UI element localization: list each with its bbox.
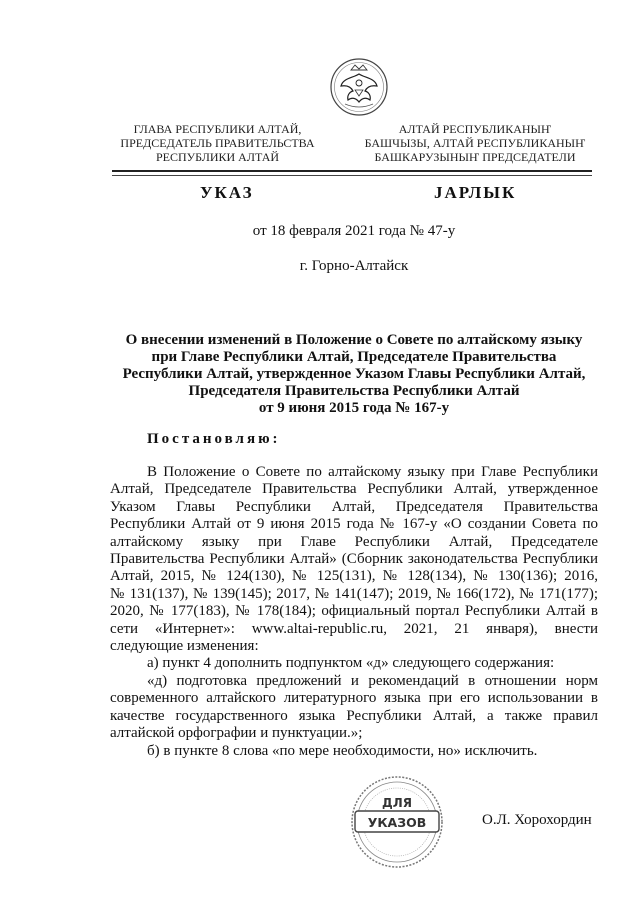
signer-name: О.Л. Хорохордин xyxy=(482,812,592,828)
body-line: В Положение о Совете по алтайскому языку при Главе Республики xyxy=(147,464,598,480)
header-divider-thick xyxy=(112,170,592,172)
doc-type-russian: УКАЗ xyxy=(200,183,254,202)
header-left-block xyxy=(110,122,325,164)
date-number-line: от 18 февраля 2021 года № 47-у xyxy=(252,223,456,239)
stamp-text-main: УКАЗОВ xyxy=(367,815,427,830)
header-right-line: БАШКАРУЗЫНЫҤ ПРЕДСЕДАТЕЛИ xyxy=(374,150,576,164)
body-line: следующие изменения: xyxy=(110,638,259,655)
document-body xyxy=(110,464,598,760)
body-line: 2020, № 177(183), № 178(184); официальный портал Республики Алтай в xyxy=(110,603,598,620)
title-line: Республики Алтай, утвержденное Указом Главы Республики Алтай, xyxy=(122,366,586,382)
title-line: Председателя Правительства Республики Алтай xyxy=(188,383,520,399)
body-line: Республики Алтай от 9 июня 2015 года № 167-у «О создании Совета по xyxy=(110,516,598,533)
title-line: от 9 июня 2015 года № 167-у xyxy=(258,400,450,416)
header-left-line: ПРЕДСЕДАТЕЛЬ ПРАВИТЕЛЬСТВА xyxy=(120,136,315,150)
title-line: О внесении изменений в Положение о Совете по алтайскому языку xyxy=(125,332,583,348)
city-line: г. Горно-Алтайск xyxy=(299,258,409,274)
body-line: Алтай, 2015, № 124(130), № 125(131), № 128(134), № 130(136); 2016, xyxy=(110,568,598,585)
for-decrees-stamp xyxy=(350,775,444,869)
header-divider-thin xyxy=(112,175,592,176)
body-line: б) в пункте 8 слова «по мере необходимости, но» исключить. xyxy=(147,742,538,759)
body-line: алтайской орфографии и пунктуации.»; xyxy=(110,725,363,742)
stamp-text-top: ДЛЯ xyxy=(382,796,412,810)
header-left-line: ГЛАВА РЕСПУБЛИКИ АЛТАЙ, xyxy=(133,122,302,136)
body-line: современного алтайского литературного языка при его использовании в xyxy=(110,690,598,707)
document-title xyxy=(110,332,598,417)
body-line: Правительства Республики Алтай» (Сборник законодательства Республики xyxy=(110,551,598,568)
body-line: № 131(137), № 139(145); 2017, № 141(147); 2019, № 166(172), № 171(177); xyxy=(110,585,598,602)
body-line: «д) подготовка предложений и рекомендаций в отношении норм xyxy=(147,672,598,689)
header-right-line: БАШЧЫЗЫ, АЛТАЙ РЕСПУБЛИКАНЫҤ xyxy=(364,136,586,150)
body-line: Указом Главы Республики Алтай, Председателя Правительства xyxy=(110,498,598,515)
header-right-block xyxy=(355,122,595,164)
header-left-line: РЕСПУБЛИКИ АЛТАЙ xyxy=(155,150,280,164)
decree-word: Постановляю: xyxy=(147,431,281,447)
title-line: при Главе Республики Алтай, Председателе Правительства xyxy=(151,349,557,365)
body-line: Алтай, Председателе Правительства Республики Алтай, утвержденное xyxy=(110,481,598,498)
header-right-line: АЛТАЙ РЕСПУБЛИКАНЫҤ xyxy=(398,122,552,136)
body-line: сети «Интернет»: www.altai-republic.ru, 2021, 21 января), внести xyxy=(110,620,598,637)
body-line: а) пункт 4 дополнить подпунктом «д» следующего содержания: xyxy=(147,655,555,672)
doc-type-altai: ЈАРЛЫК xyxy=(434,183,517,202)
body-line: качестве государственного языка Республики Алтай, а также правил xyxy=(110,707,598,724)
coat-of-arms-emblem xyxy=(329,56,389,118)
body-line: алтайскому языку при Главе Республики Алтай, Председателе xyxy=(110,533,598,550)
